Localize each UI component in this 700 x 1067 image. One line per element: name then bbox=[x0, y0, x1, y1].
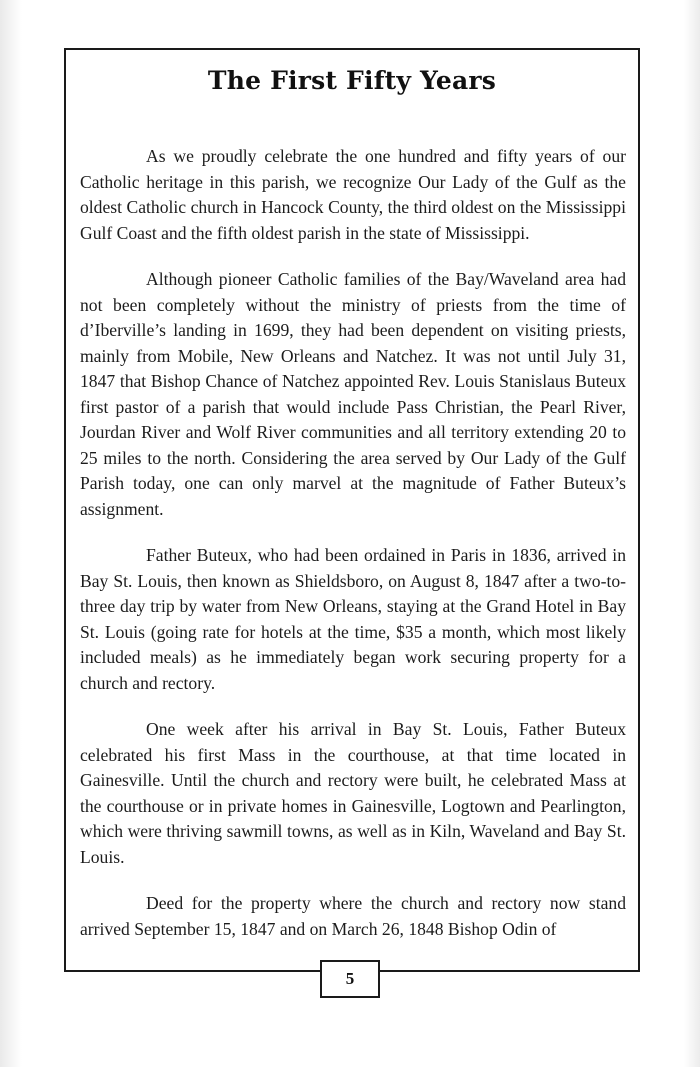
page-number: 5 bbox=[345, 969, 355, 988]
scan-shadow-left bbox=[0, 0, 22, 1067]
paragraph-4: One week after his arrival in Bay St. Louis, Father Buteux celebrated his first Mass in the courthouse, at that time located in Gainesville. Until the church and rectory were built, he celebrated Mass at the courthouse or in private homes in Gainesville, Logtown and Pearlington, which were thriving sawmill towns, as well as in Kiln, Waveland and Bay St. Louis. bbox=[80, 719, 626, 867]
paragraph-5: Deed for the property where the church and rectory now stand arrived September 15, 1847 and on March 26, 1848 Bishop Odin of bbox=[80, 893, 626, 939]
page-title: The First Fifty Years bbox=[207, 66, 497, 95]
paragraph-2: Although pioneer Catholic families of the Bay/Waveland area had not been completely without the ministry of priests from the time of d’Iberville’s landing in 1699, they had been dependent on visiting priests, mainly from Mobile, New Orleans and Natchez. It was not until July 31, 1847 that Bishop Chance of Natchez appointed Rev. Louis Stanislaus Buteux first pastor of a parish that would include Pass Christian, the Pearl River, Jourdan River and Wolf River communities and all territory extending 20 to 25 miles to the north. Considering the area served by Our Lady of the Gulf Parish today, one can only marvel at the magnitude of Father Buteux’s assignment. bbox=[80, 269, 626, 519]
paragraph-3: Father Buteux, who had been ordained in Paris in 1836, arrived in Bay St. Louis, then known as Shieldsboro, on August 8, 1847 after a two-to-three day trip by water from New Orleans, staying at the Grand Hotel in Bay St. Louis (going rate for hotels at the time, $35 a month, which most likely included meals) as he immediately began work securing property for a church and rectory. bbox=[80, 545, 626, 693]
article-body bbox=[80, 144, 626, 963]
paragraph-1: As we proudly celebrate the one hundred and fifty years of our Catholic heritage in this parish, we recognize Our Lady of the Gulf as the oldest Catholic church in Hancock County, the third oldest on the Mississippi Gulf Coast and the fifth oldest parish in the state of Mississippi. bbox=[80, 146, 626, 243]
scan-shadow-right bbox=[684, 0, 700, 1067]
page-number-box bbox=[320, 960, 380, 998]
